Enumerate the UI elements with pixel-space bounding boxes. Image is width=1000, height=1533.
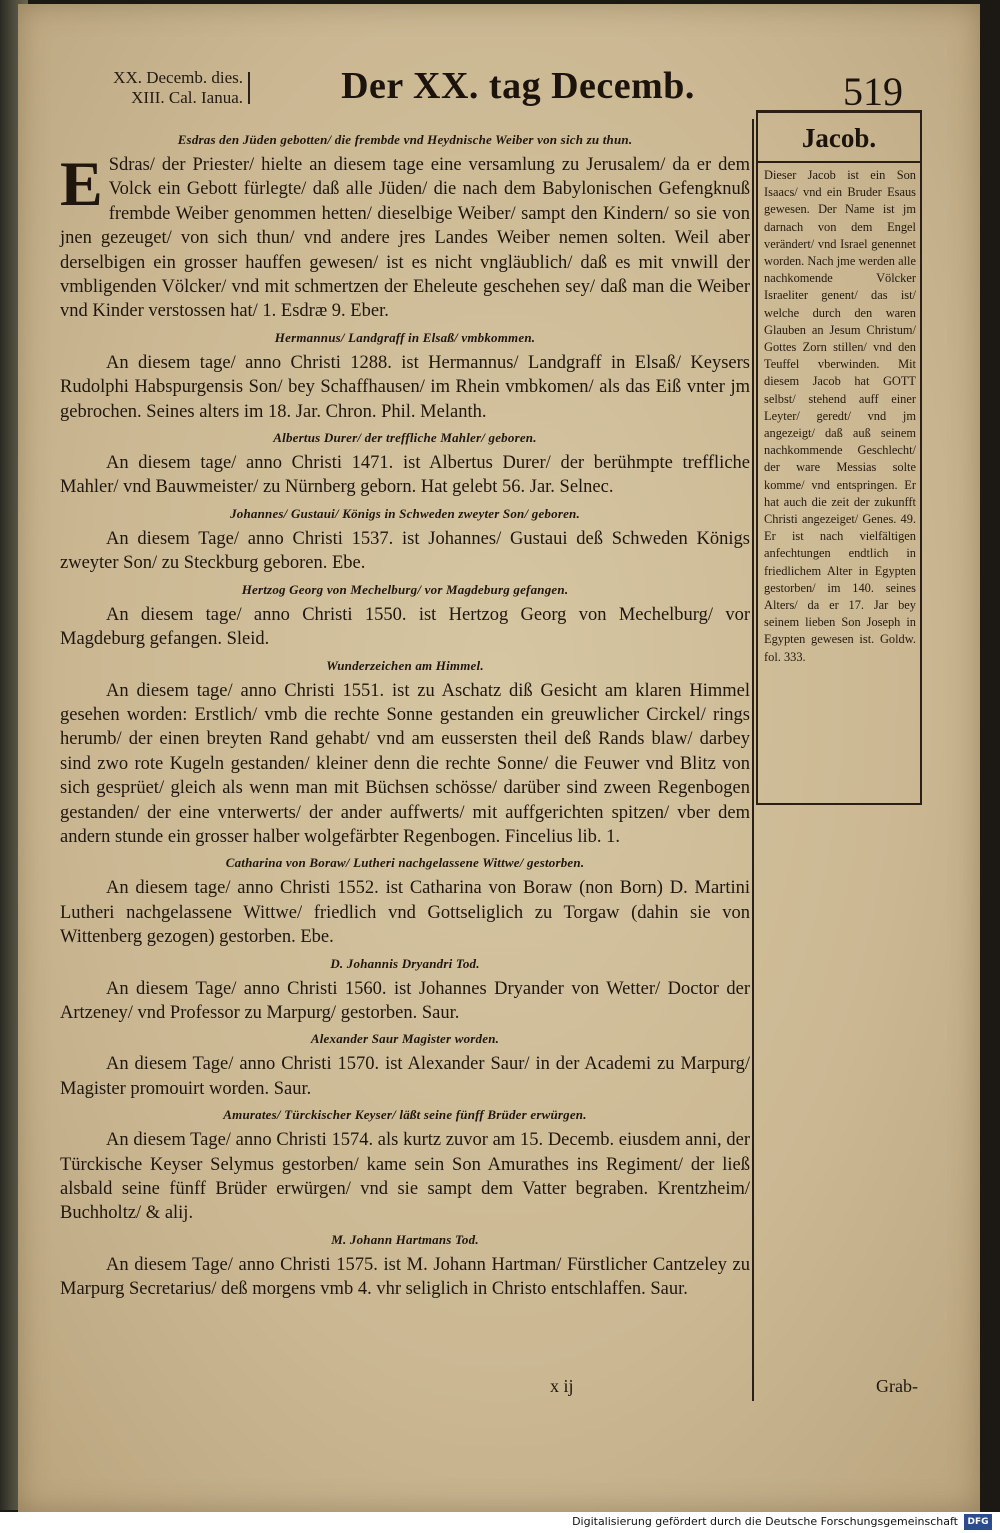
entry — [60, 657, 750, 850]
entry-body: An diesem tage/ anno Christi 1550. ist Hertzog Georg von Mechelburg/ vor Magdeburg gefangen. Sleid. — [60, 604, 750, 650]
page-title: Der XX. tag Decemb. — [341, 65, 695, 107]
entry-heading: Johannes/ Gustaui/ Königs in Schweden zweyter Son/ geboren. — [230, 505, 580, 521]
entry-heading: Hermannus/ Landgraff in Elsaß/ vmbkommen. — [274, 329, 536, 345]
sidebar-text: Dieser Jacob ist ein Son Isaacs/ vnd ein Bruder Esaus gewesen. Der Name ist jm darnach von dem Engel verändert/ vnd Israel genennet worden. Nach jme werden alle nachkomende Völcker Israeliter genent/ das ist/ welche durch den waren Glauben an Jesum Christum/ Gottes Zorn stillen/ vnd den Teuffel vberwinden. Mit diesem Jacob hat GOTT selbst/ stehend auff einer Leyter/ geredt/ vnd jm angezeigt/ daß auß seinem nachkommende Geschlecht/ der ware Messias solte komme/ vnd entspringen. Er hat auch die zeit der zukunfft Christi angezeiget/ Genes. 49. Er ist nach vielfältigen anfechtungen endtlich in friedlichem Alter in Egypten gestorben/ im 140. seines Alters/ da er 17. Jar bey seinem lieben Son Joseph in Egypten gewesen ist. Goldw. fol. 333. — [764, 168, 916, 664]
signature-mark: x ij — [550, 1376, 574, 1396]
dfg-logo-icon: DFG — [964, 1514, 992, 1530]
running-head-line-1: XX. Decemb. dies. — [113, 68, 243, 87]
entry-heading: Alexander Saur Magister worden. — [310, 1031, 500, 1047]
sidebar-title: Jacob. — [801, 123, 877, 153]
entry-body: An diesem tage/ anno Christi 1471. ist Albertus Durer/ der berühmpte treffliche Mahler/ vnd Bauwmeister/ zu Nürnberg geborn. Hat gelebt 56. Jar. Selnec. — [60, 453, 750, 498]
running-head-date — [58, 68, 243, 108]
entry-heading: Amurates/ Türckischer Keyser/ läßt seine fünff Brüder erwürgen. — [223, 1107, 587, 1123]
entry-heading: Esdras den Jüden gebotten/ die frembde vnd Heydnische Weiber von sich zu thun. — [177, 132, 633, 147]
entry-heading: Albertus Durer/ der treffliche Mahler/ geboren. — [273, 430, 537, 446]
entry — [60, 955, 750, 1026]
main-column — [60, 126, 750, 1302]
entry-heading: Wunderzeichen am Himmel. — [326, 657, 484, 673]
entry-body: An diesem Tage/ anno Christi 1560. ist Johannes Dryander von Wetter/ Doctor der Artzeney/ vnd Professor zu Marpurg/ gestorben. Saur. — [60, 978, 750, 1023]
funding-credit: Digitalisierung gefördert durch die Deutsche Forschungsgemeinschaft — [572, 1515, 958, 1528]
entry-body: An diesem Tage/ anno Christi 1575. ist M. Johann Hartman/ Fürstlicher Cantzeley zu Marpurg Secretarius/ deß morgens vmb 4. vhr seliglich in Christo entschlaffen. Saur. — [60, 1254, 750, 1300]
entry — [60, 1030, 750, 1101]
sidebar-box — [756, 110, 922, 805]
entry — [60, 1106, 750, 1226]
sidebar-divider — [758, 161, 920, 163]
page-foot — [458, 1376, 918, 1402]
entry-body: An diesem tage/ anno Christi 1552. ist Catharina von Boraw (non Born) D. Martini Lutheri nachgelassene Wittwe/ friedlich vnd Gottseliglich zu Torgaw (dahin sie von Wittenberg gezogen) gestorben. Ebe. — [60, 878, 750, 948]
digitization-footer — [0, 1512, 1000, 1533]
entry — [60, 505, 750, 576]
entry — [60, 429, 750, 500]
entry-heading: M. Johann Hartmans Tod. — [331, 1231, 479, 1247]
drop-cap-initial: E — [60, 148, 103, 219]
entry-heading: Catharina von Boraw/ Lutheri nachgelassene Wittwe/ gestorben. — [225, 855, 585, 871]
header-divider — [248, 72, 250, 104]
entry — [60, 1231, 750, 1302]
entry-body: An diesem Tage/ anno Christi 1570. ist Alexander Saur/ in der Academi zu Marpurg/ Magister promouirt worden. Saur. — [60, 1054, 750, 1099]
entry-text: Sdras/ der Priester/ hielte an diesem tage eine versamlung zu Jerusalem/ da er dem Volck ein Gebott fürlegte/ daß alle Jüden/ die nach dem Babylonischen Gefengknuß frembde Weiber genommen hetten/ dieselbige Weiber/ sampt den Kindern/ so sie von jnen gezeuget/ von sich thun/ vnd andere jres Landes Weiber nemen solten. Weil aber derselbigen ein grosser hauffen gewesen/ ist es nicht vngläublich/ daß es mit vnwill der vmbligenden Völcker/ vnd mit schmertzen der Eheleute geschehen sey/ daß man die Weiber vnd Kinder verstossen hat/ 1. Esdræ 9. Eber. — [60, 155, 750, 322]
entry-body: An diesem Tage/ anno Christi 1574. als kurtz zuvor am 15. Decemb. eiusdem anni, der Türckische Keyser Selymus gestorben/ kame sein Son Amurathes ins Regiment/ der ließ alsbald seine fünff Brüder erwürgen/ vnd sie sampt dem Vatter begraben. Krentzheim/ Buchholtz/ & alij. — [60, 1130, 750, 1224]
entry-body: An diesem tage/ anno Christi 1288. ist Hermannus/ Landgraff in Elsaß/ Keysers Rudolphi Habspurgensis Son/ bey Schaffhausen/ im Rhein vmbkomen/ als das Eiß vnter jm gebrochen. Seines alters im 18. Jar. Chron. Phil. Melanth. — [60, 352, 750, 422]
entry-body: An diesem tage/ anno Christi 1551. ist zu Aschatz diß Gesicht am klaren Himmel gesehen worden: Erstlich/ vmb die rechte Sonne gestanden ein greuwlicher Circkel/ rings herumb/ der einen breyten Rand gehabt/ vnd am eussersten theil deß Rands blaw/ darbey sind zwo rote Kugeln gestanden/ kleiner denn die rechte Sonne/ die Feuwer vnd Blitz von sich gesprüet/ gleich als wenn man mit Büchsen schösse/ darüber sind zween Regenbogen gestanden/ der eine vnterwerts/ der ander auffwerts/ mit auffgerichten spitzen/ vber dem andern stunde ein grosser halber wolgefärbter Regenbogen. Fincelius lib. 1. — [60, 680, 750, 847]
entry-body: An diesem Tage/ anno Christi 1537. ist Johannes/ Gustaui deß Schweden Königs zweyter Son/ zu Steckburg geboren. Ebe. — [60, 528, 750, 574]
book-page — [18, 4, 980, 1512]
entry — [60, 854, 750, 949]
entry — [60, 581, 750, 652]
folio-number: 519 — [843, 69, 903, 114]
catchword: Grab- — [876, 1376, 918, 1396]
entry-body — [60, 148, 750, 324]
running-head-line-2: XIII. Cal. Ianua. — [131, 88, 243, 107]
entry — [60, 131, 750, 324]
entry-heading: D. Johannis Dryandri Tod. — [330, 955, 480, 971]
entry-heading: Hertzog Georg von Mechelburg/ vor Magdeburg gefangen. — [241, 581, 569, 597]
entry — [60, 329, 750, 424]
